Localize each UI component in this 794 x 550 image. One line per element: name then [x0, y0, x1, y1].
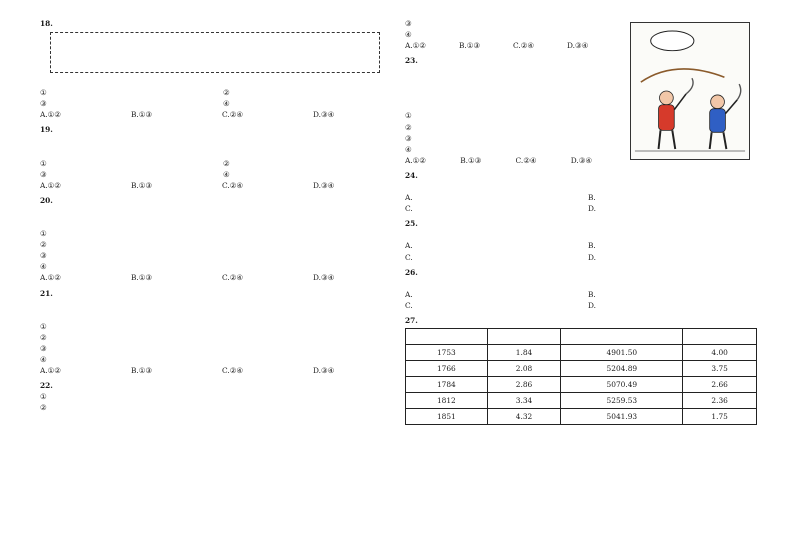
table-cell: 4901.50 [561, 345, 683, 361]
question-stem [40, 310, 398, 321]
answer-choice: D. [588, 252, 597, 262]
statement-option: ④ [405, 144, 412, 154]
table-cell: 5259.53 [561, 393, 683, 409]
data-table-wrapper [405, 328, 763, 425]
table-cell: 1812 [406, 393, 488, 409]
answer-choice: A. [405, 289, 413, 299]
table-header-row [406, 329, 757, 345]
statement-options [40, 158, 398, 180]
question-stem [405, 278, 763, 289]
question-number: 25. [405, 219, 418, 229]
statement-option: ③ [40, 251, 47, 261]
question-stem [40, 299, 398, 310]
question-stem [40, 206, 398, 217]
statement-option: ② [40, 403, 47, 413]
answer-choice: A.①② [40, 366, 61, 376]
table-cell: 1851 [406, 409, 488, 425]
answer-choices [40, 109, 398, 120]
question-24 [405, 170, 763, 214]
question-18 [40, 18, 398, 120]
table-cell: 3.34 [487, 393, 561, 409]
table-cell: 5070.49 [561, 377, 683, 393]
answer-choices [405, 289, 763, 311]
answer-choice: A.①② [40, 180, 61, 190]
answer-choice: A. [405, 193, 413, 203]
statement-option: ③ [40, 169, 47, 179]
answer-choice: B.①③ [131, 180, 153, 190]
answer-choice: A.①② [405, 155, 426, 165]
answer-choice: A.①② [405, 41, 426, 51]
table-cell: 4.00 [683, 345, 757, 361]
table-cell: 2.66 [683, 377, 757, 393]
question-stem [40, 136, 398, 147]
answer-choice: A.①② [40, 110, 61, 120]
table-cell: 1766 [406, 361, 488, 377]
statement-option: ④ [223, 169, 230, 179]
answer-choice: C.②④ [222, 273, 243, 283]
answer-choices [405, 240, 763, 262]
table-cell: 5041.93 [561, 409, 683, 425]
table-cell: 5204.89 [561, 361, 683, 377]
answer-choice: B.①③ [131, 110, 153, 120]
question-stem [40, 217, 398, 228]
answer-choice: C.②④ [515, 155, 537, 165]
answer-choices [405, 155, 620, 166]
answer-choice: B.①③ [131, 273, 153, 283]
answer-choice: C.②④ [222, 110, 243, 120]
statement-option: ② [223, 88, 230, 98]
table-row [406, 393, 757, 409]
answer-choices [40, 180, 398, 191]
statement-options [40, 87, 398, 109]
statement-option: ① [40, 321, 47, 331]
answer-choice: B.①③ [131, 366, 153, 376]
statement-option: ④ [405, 30, 412, 40]
question-number: 23. [405, 56, 418, 66]
statement-option: ② [405, 122, 412, 132]
answer-choice: D.③④ [313, 366, 335, 376]
answer-choice: C.②④ [513, 41, 534, 51]
cartoon-illustration [631, 23, 749, 159]
answer-choice: B.①③ [460, 155, 482, 165]
statement-option: ④ [40, 262, 47, 272]
statement-option: ① [40, 88, 47, 98]
answer-choice: A. [405, 241, 413, 251]
question-stem [405, 88, 620, 99]
question-20 [40, 195, 398, 284]
table-cell: 1.84 [487, 345, 561, 361]
population-land-table [405, 328, 757, 425]
column-header [406, 329, 488, 345]
table-cell: 1.75 [683, 409, 757, 425]
question-number: 19. [40, 125, 53, 135]
table-row [406, 361, 757, 377]
answer-choice: D.③④ [313, 273, 335, 283]
answer-choice: D.③④ [313, 180, 335, 190]
table-cell: 2.36 [683, 393, 757, 409]
answer-choice: B.①③ [459, 41, 481, 51]
column-header [561, 329, 683, 345]
answer-choice: C.②④ [222, 180, 243, 190]
question-stem [405, 229, 763, 240]
answer-choice: D.③④ [567, 41, 589, 51]
answer-choice: C. [405, 300, 413, 310]
table-cell: 1784 [406, 377, 488, 393]
question-27 [405, 315, 763, 425]
statement-option: ③ [405, 133, 412, 143]
table-cell: 3.75 [683, 361, 757, 377]
question-19 [40, 124, 398, 190]
answer-choice: D.③④ [570, 155, 593, 165]
statement-option: ② [223, 158, 230, 168]
table-row [406, 345, 757, 361]
answer-choices [405, 40, 615, 51]
answer-choice: D.③④ [313, 110, 335, 120]
statement-option: ④ [40, 354, 47, 364]
answer-choices [40, 272, 398, 283]
table-row [406, 409, 757, 425]
question-stem [40, 76, 398, 87]
statement-option: ① [40, 392, 47, 402]
question-stem [40, 147, 398, 158]
question-number: 27. [405, 315, 418, 325]
question-stem [405, 99, 620, 110]
question-stem [405, 181, 763, 192]
answer-choices [40, 365, 398, 376]
answer-choice: C. [405, 204, 413, 214]
statement-option: ③ [405, 19, 412, 28]
statement-option: ③ [40, 99, 47, 109]
answer-choice: B. [588, 193, 596, 203]
statement-option: ④ [223, 99, 230, 109]
table-cell: 4.32 [487, 409, 561, 425]
question-number: 18. [40, 19, 53, 28]
question-25 [405, 218, 763, 262]
quote-line [57, 58, 373, 69]
question-number: 21. [40, 288, 53, 298]
column-header [683, 329, 757, 345]
statement-option: ② [40, 332, 47, 342]
table-cell: 1753 [406, 345, 488, 361]
question-number: 26. [405, 267, 418, 277]
answer-choice: D. [588, 300, 597, 310]
answer-choice: C. [405, 252, 413, 262]
quote-box [50, 32, 380, 73]
answer-choice: B. [588, 241, 596, 251]
table-row [406, 377, 757, 393]
question-stem [405, 77, 620, 88]
answer-choices [405, 192, 763, 214]
statement-option: ② [40, 240, 47, 250]
question-22 [40, 380, 398, 413]
answer-choice: A.①② [40, 273, 61, 283]
question-21 [40, 288, 398, 377]
question-number: 22. [40, 381, 53, 391]
answer-choice: C.②④ [222, 366, 243, 376]
answer-choice: B. [588, 289, 596, 299]
cartoon-figure [630, 22, 750, 160]
question-stem [405, 66, 620, 77]
column-header [487, 329, 561, 345]
question-26 [405, 267, 763, 311]
question-number: 24. [405, 170, 418, 180]
table-cell: 2.86 [487, 377, 561, 393]
quote-line [57, 47, 373, 58]
statement-option: ③ [40, 343, 47, 353]
quote-line [57, 36, 373, 47]
left-column [40, 18, 398, 418]
answer-choice: D. [588, 204, 597, 214]
statement-option: ① [405, 111, 412, 121]
question-23 [405, 55, 620, 166]
statement-option: ① [40, 228, 47, 238]
table-cell: 2.08 [487, 361, 561, 377]
statement-option: ① [40, 158, 47, 168]
question-number: 20. [40, 195, 53, 205]
